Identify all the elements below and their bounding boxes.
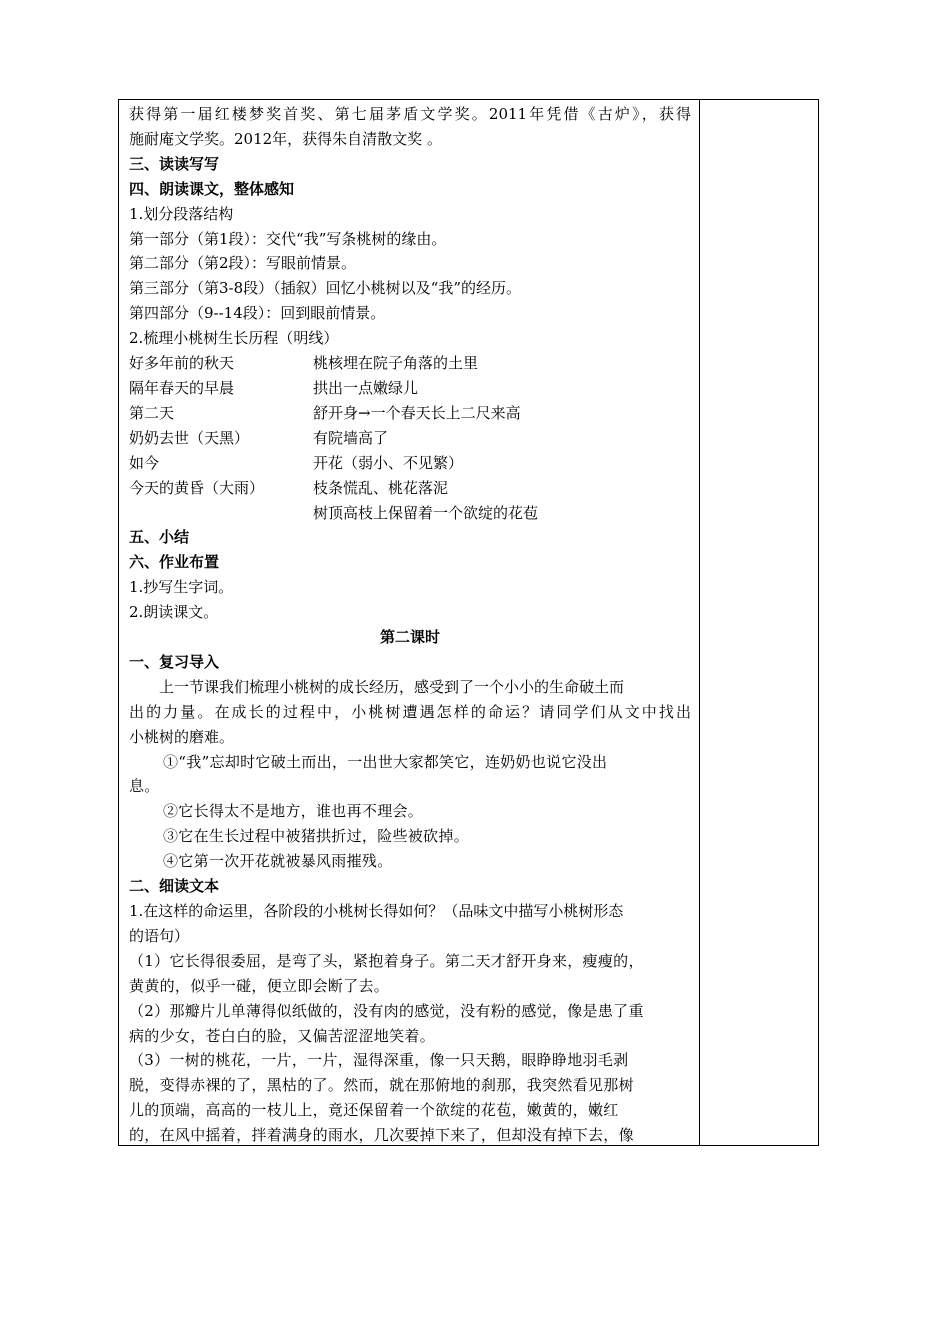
lesson-title: 第二课时 (379, 628, 440, 647)
growth-row (129, 476, 691, 501)
homework-item: 2.朗读课文。 (129, 603, 219, 622)
growth-row (129, 451, 691, 476)
subheading: 2.梳理小桃树生长历程（明线） (129, 329, 339, 348)
growth-event: 拱出一点嫩绿儿 (313, 378, 419, 397)
section-heading: 三、读读写写 (129, 154, 220, 173)
growth-time (129, 501, 313, 526)
reading-answer: 病的少女，苍白白的脸，又偏苦涩涩地笑着。 (129, 1026, 436, 1045)
homework-item: 1.抄写生字词。 (129, 578, 234, 597)
hardship-item: 息。 (129, 777, 160, 796)
reading-question: 的语句） (129, 926, 190, 945)
subheading: 1.划分段落结构 (129, 204, 234, 223)
growth-time: 隔年春天的早晨 (129, 378, 235, 397)
hardship-item: ②它长得太不是地方，谁也再不理会。 (163, 802, 424, 821)
growth-event: 树顶高枝上保留着一个欲绽的花苞 (313, 503, 539, 522)
reading-answer: 脱，变得赤裸的了，黑枯的了。然而，就在那俯地的刹那，我突然看见那树 (129, 1076, 634, 1095)
structure-part: 第四部分（9--14段）：回到眼前情景。 (129, 304, 386, 323)
reading-answer: 黄黄的，似乎一碰，便立即会断了去。 (129, 976, 390, 995)
review-paragraph: 上一节课我们梳理小桃树的成长经历，感受到了一个小小的生命破土而 (159, 677, 625, 696)
section-heading: 二、细读文本 (129, 877, 220, 896)
section-heading: 五、小结 (129, 528, 190, 547)
growth-row (129, 426, 691, 451)
column-divider (699, 100, 700, 1145)
growth-time: 如今 (129, 453, 160, 472)
structure-part: 第一部分（第1段）：交代“我”写条桃树的缘由。 (129, 229, 447, 248)
growth-time: 奶奶去世（天黑） (129, 428, 250, 447)
reading-answer: （3）一树的桃花，一片，一片，湿得深重，像一只天鹅，眼睁睁地羽毛剥 (129, 1051, 629, 1070)
review-paragraph: 小桃树的磨难。 (129, 727, 235, 746)
section-heading: 四、朗读课文，整体感知 (129, 179, 295, 198)
growth-row (129, 376, 691, 401)
intro-line: 施耐庵文学奖。2012年，获得朱自清散文奖 。 (129, 129, 442, 148)
hardship-item: ①“我”忘却时它破土而出，一出世大家都笑它，连奶奶也说它没出 (163, 752, 608, 771)
reading-answer: 的，在风中摇着，拌着满身的雨水，几次要掉下来了，但却没有掉下去，像 (129, 1126, 634, 1145)
section-heading: 一、复习导入 (129, 652, 220, 671)
growth-time: 今天的黄昏（大雨） (129, 478, 265, 497)
review-paragraph: 出的力量。在成长的过程中，小桃树遭遇怎样的命运？请同学们从文中找出 (129, 702, 691, 721)
intro-line: 获得第一届红楼梦奖首奖、第七届茅盾文学奖。2011年凭借《古炉》，获得 (129, 105, 691, 123)
hardship-item: ④它第一次开花就被暴风雨摧残。 (163, 852, 393, 871)
growth-event: 开花（弱小、不见繁） (313, 453, 464, 472)
structure-part: 第二部分（第2段）：写眼前情景。 (129, 254, 357, 273)
growth-row (129, 501, 691, 526)
growth-event: 舒开身→一个春天长上二尺来高 (313, 403, 521, 422)
growth-event: 枝条慌乱、桃花落泥 (313, 478, 449, 497)
hardship-item: ③它在生长过程中被猪拱折过，险些被砍掉。 (163, 827, 470, 846)
lesson-plan-table (118, 99, 819, 1146)
content-cell (129, 102, 691, 1148)
reading-question: 1.在这样的命运里，各阶段的小桃树长得如何？（品味文中描写小桃树形态 (129, 902, 624, 920)
growth-row (129, 351, 691, 376)
reading-answer: （1）它长得很委屈，是弯了头，紧抱着身子。第二天才舒开身来，瘦瘦的， (129, 951, 644, 970)
growth-row (129, 401, 691, 426)
section-heading: 六、作业布置 (129, 553, 220, 572)
growth-time: 第二天 (129, 403, 175, 422)
growth-event: 有院墙高了 (313, 428, 389, 447)
structure-part: 第三部分（第3-8段）（插叙）回忆小桃树以及“我”的经历。 (129, 279, 521, 298)
growth-time: 好多年前的秋天 (129, 354, 235, 373)
growth-event: 桃核埋在院子角落的土里 (313, 354, 479, 373)
reading-answer: （2）那瓣片儿单薄得似纸做的，没有肉的感觉，没有粉的感觉，像是患了重 (129, 1001, 644, 1020)
reading-answer: 儿的顶端，高高的一枝儿上，竟还保留着一个欲绽的花苞，嫩黄的，嫩红 (129, 1101, 619, 1120)
